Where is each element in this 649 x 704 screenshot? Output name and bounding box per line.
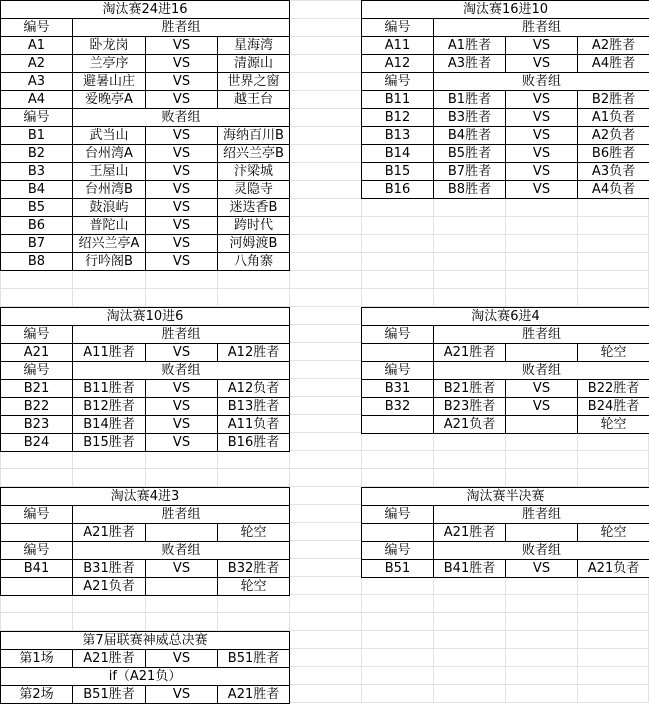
team-right: A21胜者 [218, 686, 290, 704]
table-row [1, 181, 290, 199]
table-row [362, 163, 649, 181]
grid-line [0, 468, 649, 469]
table-row [1, 235, 290, 253]
match-id: B2 [1, 145, 73, 163]
team-left: B3胜者 [434, 109, 506, 127]
empty-cell [146, 578, 218, 596]
team-left: 避暑山庄 [73, 73, 146, 91]
vs-label: VS [506, 145, 578, 163]
vs-label: VS [506, 91, 578, 109]
match-id: A2 [1, 55, 73, 73]
match-id: B7 [1, 235, 73, 253]
header-number: 编号 [1, 19, 73, 37]
match-id: B1 [1, 127, 73, 145]
team-right: A1负者 [578, 109, 649, 127]
match-id: A11 [362, 37, 434, 55]
bye-label: 轮空 [578, 344, 649, 362]
team-left: B21胜者 [434, 380, 506, 398]
vs-label: VS [146, 560, 218, 578]
bye-label: 轮空 [578, 416, 649, 434]
table-4-to-3 [0, 487, 290, 596]
vs-label: VS [146, 434, 218, 452]
team-right: A12负者 [218, 380, 290, 398]
team-left: 台州湾A [73, 145, 146, 163]
team-left: B1胜者 [434, 91, 506, 109]
header-number: 编号 [1, 506, 73, 524]
table-row [362, 55, 649, 73]
header-losers-group: 败者组 [73, 362, 290, 380]
match-id: A1 [1, 37, 73, 55]
team-right: B2胜者 [578, 91, 649, 109]
team-right: A2胜者 [578, 37, 649, 55]
header-winners-group: 胜者组 [73, 19, 290, 37]
vs-label: VS [146, 127, 218, 145]
team-right: A4胜者 [578, 55, 649, 73]
team-left: A21胜者 [73, 650, 146, 668]
table-row [362, 37, 649, 55]
match-id: A12 [362, 55, 434, 73]
empty-cell [506, 524, 578, 542]
team-left: B12胜者 [73, 398, 146, 416]
team-left: A21负者 [73, 578, 146, 596]
table-row [362, 524, 649, 542]
team-right: B6胜者 [578, 145, 649, 163]
team-right: 迷迭香B [218, 199, 290, 217]
header-number: 编号 [362, 19, 434, 37]
header-winners-group: 胜者组 [434, 326, 649, 344]
match-id: B5 [1, 199, 73, 217]
header-losers-group: 败者组 [73, 109, 290, 127]
table-title: 淘汰赛4进3 [1, 488, 290, 506]
empty-cell [362, 416, 434, 434]
team-left: B11胜者 [73, 380, 146, 398]
team-left: 卧龙岗 [73, 37, 146, 55]
team-left: A21胜者 [434, 524, 506, 542]
match-id: B51 [362, 560, 434, 578]
table-row [1, 91, 290, 109]
vs-label: VS [146, 181, 218, 199]
match-id: 第1场 [1, 650, 73, 668]
team-right: 海纳百川B [218, 127, 290, 145]
empty-cell [362, 524, 434, 542]
team-left: B51胜者 [73, 686, 146, 704]
team-left: A21负者 [434, 416, 506, 434]
match-id: B31 [362, 380, 434, 398]
vs-label: VS [146, 253, 218, 271]
table-row [1, 217, 290, 235]
vs-label: VS [506, 37, 578, 55]
vs-label: VS [146, 91, 218, 109]
match-id: B14 [362, 145, 434, 163]
team-left: B41胜者 [434, 560, 506, 578]
team-left: A1胜者 [434, 37, 506, 55]
team-right: A11负者 [218, 416, 290, 434]
team-left: 兰亭序 [73, 55, 146, 73]
table-row [1, 560, 290, 578]
match-id: A3 [1, 73, 73, 91]
header-number: 编号 [362, 542, 434, 560]
team-right: B24胜者 [578, 398, 649, 416]
empty-cell [1, 524, 73, 542]
vs-label: VS [146, 344, 218, 362]
team-right: 河姆渡B [218, 235, 290, 253]
table-row [1, 380, 290, 398]
table-row [1, 434, 290, 452]
team-left: 武当山 [73, 127, 146, 145]
table-row [1, 344, 290, 362]
header-winners-group: 胜者组 [73, 506, 290, 524]
vs-label: VS [146, 37, 218, 55]
match-id: B4 [1, 181, 73, 199]
grid-line [0, 612, 649, 613]
team-right: 绍兴兰亭B [218, 145, 290, 163]
match-id: B13 [362, 127, 434, 145]
match-id: B23 [1, 416, 73, 434]
empty-cell [146, 524, 218, 542]
table-row [1, 145, 290, 163]
table-row [1, 578, 290, 596]
team-right: 星海湾 [218, 37, 290, 55]
team-right: A21负者 [578, 560, 649, 578]
match-id: B8 [1, 253, 73, 271]
team-right: 清源山 [218, 55, 290, 73]
match-id: A21 [1, 344, 73, 362]
team-right: A4负者 [578, 181, 649, 199]
vs-label: VS [146, 235, 218, 253]
header-losers-group: 败者组 [434, 542, 649, 560]
vs-label: VS [506, 181, 578, 199]
match-id: B12 [362, 109, 434, 127]
team-right: B22胜者 [578, 380, 649, 398]
table-final [0, 631, 290, 704]
table-row [1, 55, 290, 73]
table-row [1, 37, 290, 55]
empty-cell [1, 578, 73, 596]
table-16-to-10 [361, 0, 649, 199]
vs-label: VS [146, 55, 218, 73]
team-left: A21胜者 [73, 524, 146, 542]
team-right: A2负者 [578, 127, 649, 145]
table-title: 淘汰赛24进16 [1, 1, 290, 19]
header-losers-group: 败者组 [434, 73, 649, 91]
team-left: A11胜者 [73, 344, 146, 362]
team-right: B13胜者 [218, 398, 290, 416]
team-right: 世界之窗 [218, 73, 290, 91]
vs-label: VS [146, 380, 218, 398]
empty-cell [362, 344, 434, 362]
header-number: 编号 [362, 506, 434, 524]
team-right: A3负者 [578, 163, 649, 181]
vs-label: VS [506, 398, 578, 416]
team-left: 普陀山 [73, 217, 146, 235]
table-6-to-4 [361, 307, 649, 434]
team-left: B5胜者 [434, 145, 506, 163]
team-right: B32胜者 [218, 560, 290, 578]
team-left: B31胜者 [73, 560, 146, 578]
table-title: 淘汰赛半决赛 [362, 488, 649, 506]
table-row [1, 127, 290, 145]
team-left: 王屋山 [73, 163, 146, 181]
team-left: 鼓浪屿 [73, 199, 146, 217]
header-number: 编号 [1, 326, 73, 344]
match-id: B24 [1, 434, 73, 452]
vs-label: VS [146, 650, 218, 668]
team-right: 八角寨 [218, 253, 290, 271]
table-row [1, 524, 290, 542]
table-row [362, 181, 649, 199]
empty-cell [506, 416, 578, 434]
vs-label: VS [506, 127, 578, 145]
table-title: 淘汰赛10进6 [1, 308, 290, 326]
grid-line [0, 288, 649, 289]
match-id: 第2场 [1, 686, 73, 704]
team-left: B8胜者 [434, 181, 506, 199]
team-right: A12胜者 [218, 344, 290, 362]
table-row [1, 416, 290, 434]
match-id: A4 [1, 91, 73, 109]
vs-label: VS [506, 560, 578, 578]
table-row [1, 650, 290, 668]
table-row [362, 398, 649, 416]
table-row [362, 145, 649, 163]
table-row [362, 380, 649, 398]
match-id: B15 [362, 163, 434, 181]
header-losers-group: 败者组 [73, 542, 290, 560]
table-row [1, 73, 290, 91]
team-left: 爱晚亭A [73, 91, 146, 109]
vs-label: VS [146, 217, 218, 235]
table-10-to-6 [0, 307, 290, 452]
vs-label: VS [146, 145, 218, 163]
table-row [362, 344, 649, 362]
team-right: 汴梁城 [218, 163, 290, 181]
team-right: 灵隐寺 [218, 181, 290, 199]
team-left: B14胜者 [73, 416, 146, 434]
bye-label: 轮空 [578, 524, 649, 542]
match-id: B22 [1, 398, 73, 416]
header-number: 编号 [1, 542, 73, 560]
match-id: B32 [362, 398, 434, 416]
team-left: B4胜者 [434, 127, 506, 145]
team-left: A21胜者 [434, 344, 506, 362]
bye-label: 轮空 [218, 578, 290, 596]
vs-label: VS [146, 199, 218, 217]
header-number: 编号 [362, 362, 434, 380]
match-id: B6 [1, 217, 73, 235]
vs-label: VS [506, 380, 578, 398]
team-left: B7胜者 [434, 163, 506, 181]
header-winners-group: 胜者组 [434, 19, 649, 37]
table-title: 淘汰赛16进10 [362, 1, 649, 19]
team-right: B16胜者 [218, 434, 290, 452]
table-row [1, 163, 290, 181]
team-right: B51胜者 [218, 650, 290, 668]
vs-label: VS [146, 163, 218, 181]
table-row [362, 416, 649, 434]
final-condition: if（A21负） [1, 668, 290, 686]
header-number: 编号 [1, 109, 73, 127]
table-row [1, 398, 290, 416]
vs-label: VS [146, 416, 218, 434]
table-row [362, 560, 649, 578]
vs-label: VS [146, 73, 218, 91]
vs-label: VS [506, 55, 578, 73]
header-number: 编号 [1, 362, 73, 380]
header-winners-group: 胜者组 [73, 326, 290, 344]
team-left: A3胜者 [434, 55, 506, 73]
table-row [1, 686, 290, 704]
team-left: B15胜者 [73, 434, 146, 452]
header-number: 编号 [362, 326, 434, 344]
table-row [1, 253, 290, 271]
header-number: 编号 [362, 73, 434, 91]
table-row [362, 127, 649, 145]
team-left: 台州湾B [73, 181, 146, 199]
team-left: 绍兴兰亭A [73, 235, 146, 253]
bye-label: 轮空 [218, 524, 290, 542]
vs-label: VS [506, 163, 578, 181]
vs-label: VS [146, 398, 218, 416]
table-title: 第7届联赛神威总决赛 [1, 632, 290, 650]
team-left: B23胜者 [434, 398, 506, 416]
match-id: B21 [1, 380, 73, 398]
team-right: 跨时代 [218, 217, 290, 235]
match-id: B3 [1, 163, 73, 181]
header-losers-group: 败者组 [434, 362, 649, 380]
vs-label: VS [506, 109, 578, 127]
match-id: B11 [362, 91, 434, 109]
header-winners-group: 胜者组 [434, 506, 649, 524]
team-left: 行吟阁B [73, 253, 146, 271]
table-semifinal [361, 487, 649, 578]
table-row [1, 199, 290, 217]
table-row [362, 91, 649, 109]
empty-cell [506, 344, 578, 362]
table-24-to-16 [0, 0, 290, 271]
vs-label: VS [146, 686, 218, 704]
match-id: B41 [1, 560, 73, 578]
team-right: 越王台 [218, 91, 290, 109]
table-row [362, 109, 649, 127]
table-title: 淘汰赛6进4 [362, 308, 649, 326]
match-id: B16 [362, 181, 434, 199]
